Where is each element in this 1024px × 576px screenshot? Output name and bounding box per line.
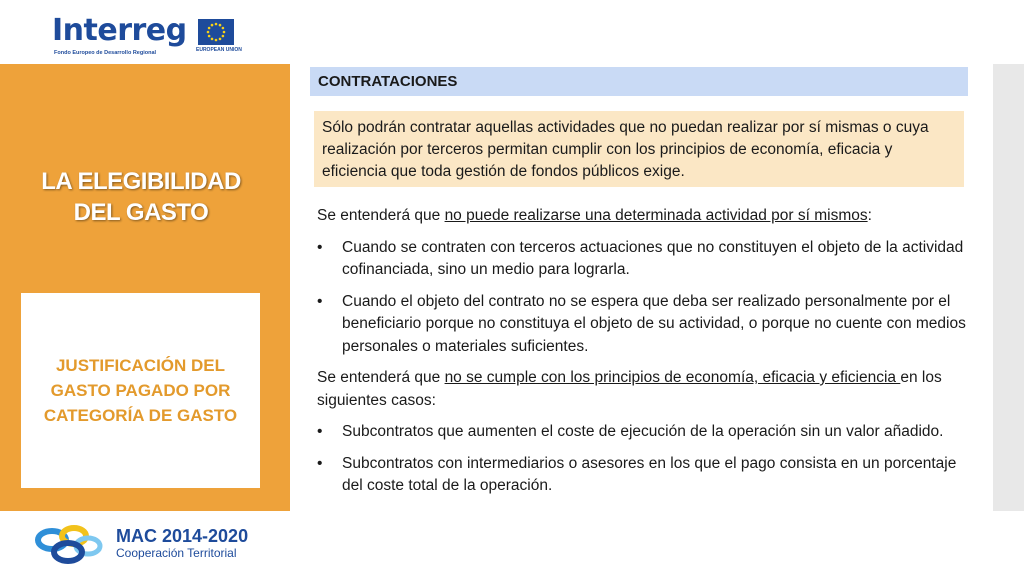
panel-subtitle-line3: CATEGORÍA DE GASTO — [43, 406, 238, 425]
panel-subtitle-line2: GASTO PAGADO POR — [50, 381, 231, 400]
panel-subtitle-line1: JUSTIFICACIÓN DEL — [55, 356, 226, 375]
mac-title: MAC 2014-2020 — [116, 526, 249, 546]
bullet-icon: • — [317, 454, 323, 472]
list-item — [317, 237, 967, 282]
mac-rings-icon — [32, 520, 112, 566]
para2-underlined: no se cumple con los principios de economía, eficacia y eficiencia — [444, 369, 901, 386]
para1-prefix: Se entenderá que — [317, 207, 445, 224]
bullet-icon: • — [317, 238, 323, 256]
paragraph-1 — [317, 205, 967, 228]
para1-underlined: no puede realizarse una determinada actividad por sí mismos — [444, 207, 868, 224]
subtitle-box — [21, 293, 260, 488]
left-panel — [0, 64, 290, 511]
bullet-icon: • — [317, 292, 323, 310]
bullet-text: Cuando el objeto del contrato no se espera que deba ser realizado personalmente por el beneficiario porque no constituya el objeto de su actividad, o porque no cuente con medios personales o materiales suficientes. — [342, 292, 966, 355]
right-side-strip — [993, 64, 1024, 511]
eu-label: EUROPEAN UNION — [196, 47, 242, 53]
panel-title-line2: DEL GASTO — [73, 199, 209, 226]
eu-flag-icon — [198, 19, 234, 45]
panel-title — [0, 166, 282, 228]
mac-subtitle: Cooperación Territorial — [116, 546, 237, 560]
interreg-subtitle: Fondo Europeo de Desarrollo Regional — [54, 50, 157, 56]
para1-suffix: : — [867, 207, 872, 224]
panel-title-line1: LA ELEGIBILIDAD — [41, 168, 241, 195]
interreg-wordmark: Interreg — [52, 13, 187, 48]
bullet-text: Cuando se contraten con terceros actuaciones que no constituyen el objeto de la actividad cofinanciada, sino un medio para lograrla. — [342, 238, 964, 278]
mac-logo — [32, 520, 272, 566]
intro-highlight: Sólo podrán contratar aquellas actividades que no puedan realizar por sí mismas o cuya realización por terceros permitan cumplir con los principios de economía, eficacia y eficiencia que toda gestión de fondos públicos exige. — [314, 111, 964, 187]
bullet-icon: • — [317, 423, 323, 440]
interreg-logo — [52, 14, 252, 60]
panel-subtitle — [26, 353, 256, 428]
list-item — [317, 291, 967, 359]
para2-prefix: Se entenderá que — [317, 369, 445, 386]
bullet-text: Subcontratos con intermediarios o asesores en los que el pago consista en un porcentaje del coste total de la operación. — [342, 454, 957, 494]
paragraph-2 — [317, 367, 967, 412]
bullet-text: Subcontratos que aumenten el coste de ejecución de la operación sin un valor añadido. — [342, 423, 944, 440]
list-item — [317, 421, 967, 444]
list-item — [317, 453, 967, 498]
content-body — [317, 205, 967, 507]
para2-suffix: en los siguientes casos: — [317, 369, 942, 409]
section-header: CONTRATACIONES — [310, 67, 968, 96]
